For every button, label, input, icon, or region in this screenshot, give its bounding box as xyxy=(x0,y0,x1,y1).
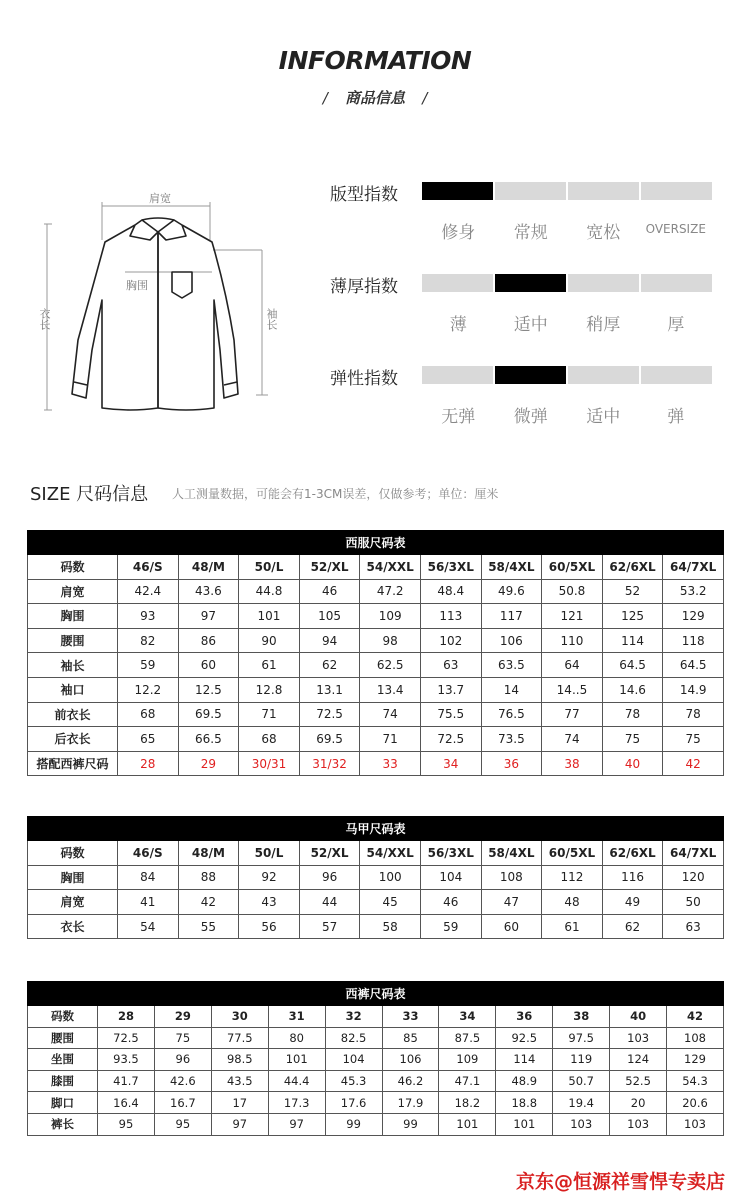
table-caption: 马甲尺码表 xyxy=(28,817,724,841)
table-cell: 62 xyxy=(299,653,360,678)
index-option-label: OVERSIZE xyxy=(645,222,706,236)
table-cell: 14.6 xyxy=(602,677,663,702)
table-cell: 65 xyxy=(118,727,179,752)
table-cell: 47.2 xyxy=(360,579,421,604)
table-cell: 99 xyxy=(382,1113,439,1135)
size-section-title: SIZE 尺码信息 xyxy=(30,484,149,505)
table-cell: 78 xyxy=(602,702,663,727)
table-cell: 17.3 xyxy=(268,1092,325,1114)
table-cell: 61 xyxy=(542,914,603,939)
row-label: 肩宽 xyxy=(28,890,118,915)
row-label: 裤长 xyxy=(28,1113,98,1135)
table-cell: 17.6 xyxy=(325,1092,382,1114)
column-header: 48/M xyxy=(178,841,239,866)
row-label: 胸围 xyxy=(28,865,118,890)
sleeve-label: 袖长 xyxy=(265,308,278,330)
table-cell: 12.8 xyxy=(239,677,300,702)
table-cell: 94 xyxy=(299,628,360,653)
table-cell: 104 xyxy=(325,1049,382,1071)
index-row xyxy=(330,180,720,250)
table-cell: 48.9 xyxy=(496,1070,553,1092)
table-cell: 52 xyxy=(602,579,663,604)
table-cell: 109 xyxy=(439,1049,496,1071)
column-header: 29 xyxy=(154,1006,211,1028)
index-bar xyxy=(495,182,566,200)
column-header: 60/5XL xyxy=(542,841,603,866)
table-cell: 36 xyxy=(481,751,542,776)
table-cell: 44.4 xyxy=(268,1070,325,1092)
index-options xyxy=(422,218,712,243)
vest-size-table xyxy=(27,816,724,939)
table-cell: 17 xyxy=(211,1092,268,1114)
column-header: 48/M xyxy=(178,555,239,580)
table-cell: 14.9 xyxy=(663,677,724,702)
index-option-label: 适中 xyxy=(586,407,621,427)
table-cell: 53.2 xyxy=(663,579,724,604)
index-options xyxy=(422,402,712,427)
index-title: 薄厚指数 xyxy=(330,277,398,297)
table-cell: 64.5 xyxy=(663,653,724,678)
table-cell: 98 xyxy=(360,628,421,653)
table-caption: 西服尺码表 xyxy=(28,531,724,555)
table-cell: 114 xyxy=(602,628,663,653)
row-label: 袖长 xyxy=(28,653,118,678)
table-row xyxy=(28,653,724,678)
table-cell: 28 xyxy=(118,751,179,776)
table-cell: 50.8 xyxy=(542,579,603,604)
index-bar-active xyxy=(495,274,566,292)
index-option-label: 宽松 xyxy=(586,223,621,243)
table-cell: 116 xyxy=(602,865,663,890)
index-bar xyxy=(422,366,493,384)
table-header-row xyxy=(28,841,724,866)
table-row xyxy=(28,1113,724,1135)
table-cell: 62 xyxy=(602,914,663,939)
table-cell: 101 xyxy=(268,1049,325,1071)
table-cell: 47 xyxy=(481,890,542,915)
table-cell: 103 xyxy=(610,1113,667,1135)
store-watermark: 京东@恒源祥雪悍专卖店 xyxy=(515,1171,725,1193)
table-cell: 113 xyxy=(420,604,481,629)
subtitle-slash-left: / xyxy=(322,89,328,107)
table-cell: 49.6 xyxy=(481,579,542,604)
table-cell: 69.5 xyxy=(178,702,239,727)
table-cell: 73.5 xyxy=(481,727,542,752)
table-cell: 47.1 xyxy=(439,1070,496,1092)
table-cell: 45 xyxy=(360,890,421,915)
table-cell: 48 xyxy=(542,890,603,915)
table-cell: 109 xyxy=(360,604,421,629)
table-cell: 42 xyxy=(663,751,724,776)
table-cell: 58 xyxy=(360,914,421,939)
chest-label: 胸围 xyxy=(126,279,148,292)
table-cell: 90 xyxy=(239,628,300,653)
table-cell: 43 xyxy=(239,890,300,915)
column-header: 52/XL xyxy=(299,841,360,866)
index-bar xyxy=(568,274,639,292)
subtitle-slash-right: / xyxy=(422,89,428,107)
index-option-label: 弹 xyxy=(667,407,685,427)
table-cell: 64 xyxy=(542,653,603,678)
table-cell: 13.4 xyxy=(360,677,421,702)
table-cell: 43.6 xyxy=(178,579,239,604)
table-cell: 13.1 xyxy=(299,677,360,702)
table-row xyxy=(28,1092,724,1114)
table-cell: 42.6 xyxy=(154,1070,211,1092)
table-cell: 45.3 xyxy=(325,1070,382,1092)
table-cell: 72.5 xyxy=(420,727,481,752)
column-header: 46/S xyxy=(118,841,179,866)
table-cell: 117 xyxy=(481,604,542,629)
table-cell: 50 xyxy=(663,890,724,915)
index-bar-active xyxy=(422,182,493,200)
index-option-label: 稍厚 xyxy=(586,315,621,335)
column-header: 28 xyxy=(98,1006,155,1028)
column-header: 62/6XL xyxy=(602,555,663,580)
table-cell: 118 xyxy=(663,628,724,653)
table-cell: 101 xyxy=(496,1113,553,1135)
table-cell: 18.8 xyxy=(496,1092,553,1114)
table-cell: 46 xyxy=(420,890,481,915)
table-cell: 103 xyxy=(553,1113,610,1135)
column-header: 码数 xyxy=(28,1006,98,1028)
table-cell: 97 xyxy=(178,604,239,629)
index-title: 弹性指数 xyxy=(330,369,398,389)
table-cell: 75 xyxy=(154,1027,211,1049)
table-row xyxy=(28,751,724,776)
table-cell: 71 xyxy=(360,727,421,752)
table-row xyxy=(28,865,724,890)
row-label: 后衣长 xyxy=(28,727,118,752)
table-cell: 42.4 xyxy=(118,579,179,604)
table-cell: 92 xyxy=(239,865,300,890)
column-header: 30 xyxy=(211,1006,268,1028)
table-cell: 75 xyxy=(663,727,724,752)
table-cell: 101 xyxy=(439,1113,496,1135)
table-cell: 114 xyxy=(496,1049,553,1071)
row-label: 前衣长 xyxy=(28,702,118,727)
table-cell: 95 xyxy=(154,1113,211,1135)
column-header: 码数 xyxy=(28,555,118,580)
subtitle-text: 商品信息 xyxy=(344,89,405,107)
table-cell: 87.5 xyxy=(439,1027,496,1049)
table-cell: 72.5 xyxy=(299,702,360,727)
table-cell: 54 xyxy=(118,914,179,939)
shirt-outline-icon xyxy=(30,180,290,420)
table-cell: 86 xyxy=(178,628,239,653)
index-option-label: 厚 xyxy=(667,315,685,335)
table-cell: 96 xyxy=(299,865,360,890)
table-row xyxy=(28,677,724,702)
table-cell: 46.2 xyxy=(382,1070,439,1092)
suit-size-table xyxy=(27,530,724,776)
table-cell: 43.5 xyxy=(211,1070,268,1092)
index-option-label: 薄 xyxy=(449,315,467,335)
table-row xyxy=(28,727,724,752)
column-header: 38 xyxy=(553,1006,610,1028)
table-cell: 102 xyxy=(420,628,481,653)
column-header: 60/5XL xyxy=(542,555,603,580)
table-cell: 63 xyxy=(420,653,481,678)
table-cell: 48.4 xyxy=(420,579,481,604)
table-row xyxy=(28,702,724,727)
table-cell: 69.5 xyxy=(299,727,360,752)
table-cell: 38 xyxy=(542,751,603,776)
table-cell: 121 xyxy=(542,604,603,629)
table-cell: 77.5 xyxy=(211,1027,268,1049)
table-cell: 42 xyxy=(178,890,239,915)
table-cell: 110 xyxy=(542,628,603,653)
table-cell: 106 xyxy=(382,1049,439,1071)
table-cell: 68 xyxy=(239,727,300,752)
table-cell: 50.7 xyxy=(553,1070,610,1092)
column-header: 32 xyxy=(325,1006,382,1028)
table-cell: 20 xyxy=(610,1092,667,1114)
index-bar xyxy=(641,366,712,384)
table-cell: 93 xyxy=(118,604,179,629)
table-cell: 57 xyxy=(299,914,360,939)
table-cell: 41.7 xyxy=(98,1070,155,1092)
column-header: 46/S xyxy=(118,555,179,580)
table-cell: 18.2 xyxy=(439,1092,496,1114)
index-bar xyxy=(641,274,712,292)
row-label: 肩宽 xyxy=(28,579,118,604)
table-cell: 61 xyxy=(239,653,300,678)
table-caption: 西裤尺码表 xyxy=(28,982,724,1006)
table-cell: 119 xyxy=(553,1049,610,1071)
table-cell: 74 xyxy=(542,727,603,752)
table-cell: 14 xyxy=(481,677,542,702)
index-scale xyxy=(422,274,712,292)
index-option-label: 无弹 xyxy=(441,407,476,427)
column-header: 54/XXL xyxy=(360,555,421,580)
table-cell: 44 xyxy=(299,890,360,915)
table-cell: 112 xyxy=(542,865,603,890)
table-cell: 125 xyxy=(602,604,663,629)
row-label: 袖口 xyxy=(28,677,118,702)
index-row xyxy=(330,364,720,434)
size-section-note: 人工测量数据，可能会有1-3CM误差，仅做参考；单位：厘米 xyxy=(172,487,499,501)
index-title: 版型指数 xyxy=(330,185,398,205)
table-cell: 59 xyxy=(420,914,481,939)
column-header: 36 xyxy=(496,1006,553,1028)
table-cell: 120 xyxy=(663,865,724,890)
table-cell: 104 xyxy=(420,865,481,890)
column-header: 58/4XL xyxy=(481,841,542,866)
table-row xyxy=(28,1027,724,1049)
table-cell: 64.5 xyxy=(602,653,663,678)
table-cell: 99 xyxy=(325,1113,382,1135)
table-cell: 33 xyxy=(360,751,421,776)
table-cell: 105 xyxy=(299,604,360,629)
table-row xyxy=(28,914,724,939)
row-label: 胸围 xyxy=(28,604,118,629)
row-label: 腰围 xyxy=(28,1027,98,1049)
index-bar xyxy=(568,366,639,384)
table-row xyxy=(28,604,724,629)
index-option-label: 修身 xyxy=(441,223,476,243)
shirt-diagram xyxy=(30,180,290,420)
index-bar xyxy=(641,182,712,200)
column-header: 54/XXL xyxy=(360,841,421,866)
table-cell: 97.5 xyxy=(553,1027,610,1049)
column-header: 64/7XL xyxy=(663,841,724,866)
table-cell: 71 xyxy=(239,702,300,727)
column-header: 64/7XL xyxy=(663,555,724,580)
table-cell: 93.5 xyxy=(98,1049,155,1071)
index-row xyxy=(330,272,720,342)
table-cell: 31/32 xyxy=(299,751,360,776)
table-cell: 14..5 xyxy=(542,677,603,702)
table-cell: 40 xyxy=(602,751,663,776)
table-cell: 29 xyxy=(178,751,239,776)
column-header: 58/4XL xyxy=(481,555,542,580)
table-cell: 59 xyxy=(118,653,179,678)
table-cell: 17.9 xyxy=(382,1092,439,1114)
table-cell: 95 xyxy=(98,1113,155,1135)
column-header: 56/3XL xyxy=(420,841,481,866)
table-cell: 41 xyxy=(118,890,179,915)
table-cell: 34 xyxy=(420,751,481,776)
table-cell: 19.4 xyxy=(553,1092,610,1114)
table-cell: 60 xyxy=(178,653,239,678)
table-cell: 54.3 xyxy=(667,1070,724,1092)
table-cell: 72.5 xyxy=(98,1027,155,1049)
page-title: INFORMATION xyxy=(278,46,472,75)
index-option-label: 微弹 xyxy=(513,407,548,427)
column-header: 56/3XL xyxy=(420,555,481,580)
column-header: 52/XL xyxy=(299,555,360,580)
column-header: 50/L xyxy=(239,555,300,580)
table-cell: 108 xyxy=(481,865,542,890)
table-cell: 66.5 xyxy=(178,727,239,752)
table-cell: 44.8 xyxy=(239,579,300,604)
shoulder-width-label: 肩宽 xyxy=(149,192,171,205)
index-scale xyxy=(422,366,712,384)
column-header: 31 xyxy=(268,1006,325,1028)
column-header: 码数 xyxy=(28,841,118,866)
table-cell: 129 xyxy=(663,604,724,629)
index-option-label: 适中 xyxy=(513,315,548,335)
index-bar xyxy=(422,274,493,292)
table-cell: 12.5 xyxy=(178,677,239,702)
table-cell: 55 xyxy=(178,914,239,939)
table-cell: 88 xyxy=(178,865,239,890)
index-options xyxy=(422,310,712,335)
row-label: 坐围 xyxy=(28,1049,98,1071)
table-cell: 124 xyxy=(610,1049,667,1071)
column-header: 62/6XL xyxy=(602,841,663,866)
column-header: 50/L xyxy=(239,841,300,866)
column-header: 33 xyxy=(382,1006,439,1028)
table-cell: 97 xyxy=(268,1113,325,1135)
table-cell: 49 xyxy=(602,890,663,915)
table-cell: 20.6 xyxy=(667,1092,724,1114)
table-cell: 92.5 xyxy=(496,1027,553,1049)
table-cell: 103 xyxy=(610,1027,667,1049)
table-cell: 60 xyxy=(481,914,542,939)
row-label: 衣长 xyxy=(28,914,118,939)
table-cell: 16.4 xyxy=(98,1092,155,1114)
table-cell: 52.5 xyxy=(610,1070,667,1092)
table-cell: 63 xyxy=(663,914,724,939)
table-cell: 101 xyxy=(239,604,300,629)
table-row xyxy=(28,1070,724,1092)
table-cell: 82.5 xyxy=(325,1027,382,1049)
index-option-label: 常规 xyxy=(513,223,548,243)
table-row xyxy=(28,1049,724,1071)
table-cell: 76.5 xyxy=(481,702,542,727)
table-header-row xyxy=(28,555,724,580)
index-scale xyxy=(422,182,712,200)
table-cell: 108 xyxy=(667,1027,724,1049)
row-label: 搭配西裤尺码 xyxy=(28,751,118,776)
table-cell: 13.7 xyxy=(420,677,481,702)
table-cell: 63.5 xyxy=(481,653,542,678)
row-label: 膝围 xyxy=(28,1070,98,1092)
table-cell: 77 xyxy=(542,702,603,727)
table-cell: 96 xyxy=(154,1049,211,1071)
table-header-row xyxy=(28,1006,724,1028)
table-cell: 46 xyxy=(299,579,360,604)
table-cell: 85 xyxy=(382,1027,439,1049)
trousers-size-table xyxy=(27,981,724,1136)
table-cell: 80 xyxy=(268,1027,325,1049)
table-cell: 16.7 xyxy=(154,1092,211,1114)
page-subtitle xyxy=(0,87,750,108)
table-cell: 97 xyxy=(211,1113,268,1135)
row-label: 脚口 xyxy=(28,1092,98,1114)
table-cell: 75.5 xyxy=(420,702,481,727)
table-cell: 78 xyxy=(663,702,724,727)
column-header: 34 xyxy=(439,1006,496,1028)
table-cell: 98.5 xyxy=(211,1049,268,1071)
index-bar xyxy=(568,182,639,200)
table-cell: 62.5 xyxy=(360,653,421,678)
row-label: 腰围 xyxy=(28,628,118,653)
index-bar-active xyxy=(495,366,566,384)
table-cell: 129 xyxy=(667,1049,724,1071)
table-cell: 75 xyxy=(602,727,663,752)
length-label: 衣长 xyxy=(38,308,51,330)
table-cell: 30/31 xyxy=(239,751,300,776)
table-cell: 84 xyxy=(118,865,179,890)
table-cell: 12.2 xyxy=(118,677,179,702)
table-cell: 68 xyxy=(118,702,179,727)
table-cell: 103 xyxy=(667,1113,724,1135)
table-cell: 74 xyxy=(360,702,421,727)
column-header: 42 xyxy=(667,1006,724,1028)
table-cell: 106 xyxy=(481,628,542,653)
table-row xyxy=(28,890,724,915)
table-row xyxy=(28,579,724,604)
table-row xyxy=(28,628,724,653)
table-cell: 82 xyxy=(118,628,179,653)
column-header: 40 xyxy=(610,1006,667,1028)
table-cell: 100 xyxy=(360,865,421,890)
table-cell: 56 xyxy=(239,914,300,939)
